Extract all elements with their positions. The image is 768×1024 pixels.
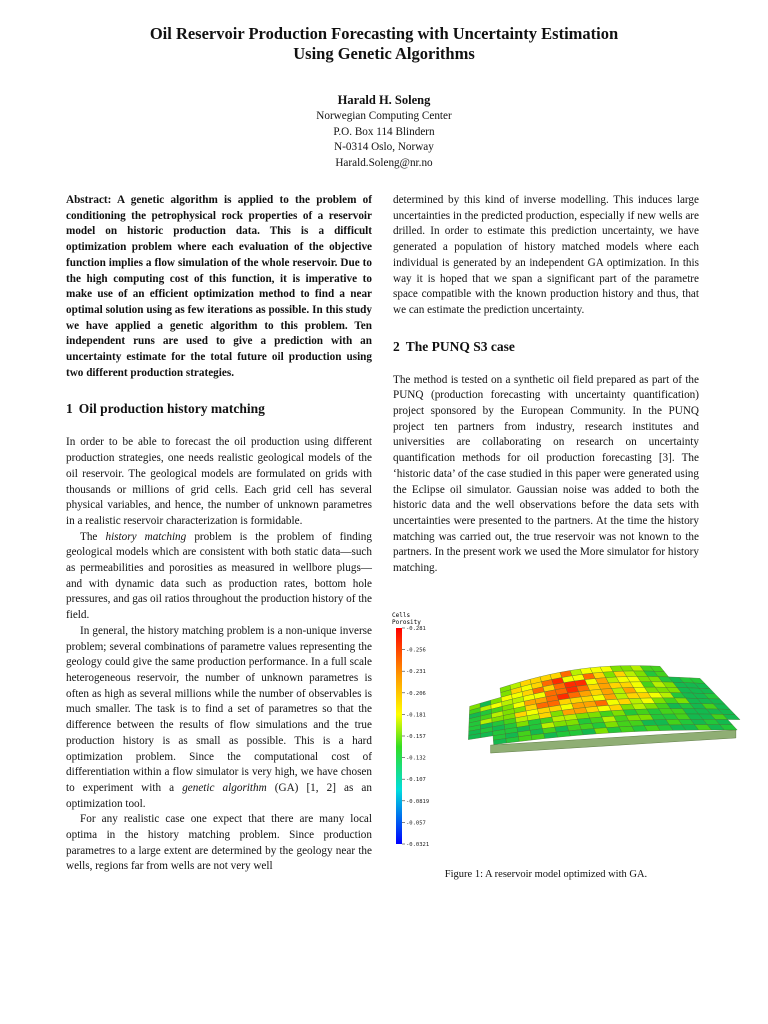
- text-run: The: [80, 530, 106, 543]
- colorbar-tick-label: -0.132: [406, 755, 426, 762]
- reservoir-grid: [468, 666, 740, 753]
- reservoir-cell: [581, 729, 596, 735]
- author-address-1: P.O. Box 114 Blindern: [333, 125, 435, 138]
- colorbar-tick-label: -0.057: [406, 820, 426, 827]
- colorbar: [396, 628, 402, 844]
- right-column-paragraph-1: determined by this kind of inverse modelling. This induces large uncertainties in the predicted production, especially if new wells are drilled. In order to estimate this prediction uncertainty, we have generated a population of history matched models where each individual is generated by an independent GA optimization. In this way it is hoped that we span a significant part of the parametre space compatible with the known production history and thus, that we can estimate the prediction uncertainty.: [393, 194, 699, 316]
- section-1-title: Oil production history matching: [78, 401, 265, 417]
- section-1-heading: [66, 401, 372, 417]
- colorbar-tick-label: -0.157: [406, 734, 426, 740]
- reservoir-cell: [594, 728, 609, 734]
- figure-1-caption: Figure 1: A reservoir model optimized with GA.: [444, 869, 648, 880]
- colorbar-tick-label: -0.0819: [406, 798, 430, 805]
- right-column: [393, 193, 699, 577]
- reservoir-cell: [569, 730, 584, 736]
- author-name: Harald H. Soleng: [337, 93, 431, 107]
- left-column: [66, 193, 372, 875]
- colorbar-ticks: [402, 626, 429, 848]
- section-2-number: 2: [393, 338, 400, 354]
- figure-1: [390, 608, 768, 858]
- title-line-2: Using Genetic Algorithms: [293, 44, 475, 63]
- text-run: problem is the problem of finding geological models which are consistent with both static data—such as permeabilities and porosities as measured in wellbore plugs—and with dynamic data such as production rates, bottom hole pressures, and gas oil ratios throughout the production history of the field.: [66, 530, 372, 622]
- section-1-paragraph-2: [66, 530, 372, 624]
- section-1-paragraph-3: [66, 624, 372, 812]
- reservoir-cell: [556, 731, 570, 737]
- colorbar-tick-label: -0.107: [406, 777, 426, 784]
- section-2-paragraph-1: The method is tested on a synthetic oil field prepared as part of the PUNQ (production forecasting with uncertainty quantification) project sponsored by the European Community. In the PUNQ project ten partners from industry, research institutes and universities are collaborating on research on uncertainty quantification methods for oil production forecasting [3]. The ‘historic data’ of the case studied in this paper were generated using the Eclipse oil simulator. Gaussian noise was added to both the historic data and the well observations before the data sets with uncertainties were presented to the partners. At the time the history matching was carried out, the true reservoir was not known to the partners. In the present work we used the More simulator for history matching.: [393, 373, 699, 575]
- colorbar-tick-label: -0.256: [406, 647, 426, 654]
- abstract: Abstract: A genetic algorithm is applied to the problem of conditioning the petrophysical rock properties of a reservoir model on historic production data. This is a difficult optimization problem where each evaluation of the objective function implies a flow simulation of the whole reservoir. Due to the high computing cost of this function, it is imperative to make use of an efficient optimization method to find a near optimal solution using as few iterations as possible. In this study we have applied a genetic algorithm to this problem. Ten independent runs are used to give a prediction with an uncertainty estimate for the total future oil production using two different production strategies.: [66, 194, 372, 379]
- colorbar-tick-label: -0.0321: [406, 842, 430, 848]
- author-affiliation: Norwegian Computing Center: [316, 110, 452, 122]
- legend-title-porosity: Porosity: [392, 619, 421, 626]
- text-run: (GA) [1, 2] as an optimization tool.: [66, 781, 372, 810]
- colorbar-tick-label: -0.231: [406, 669, 426, 676]
- title-line-1: Oil Reservoir Production Forecasting with Uncertainty Estimation: [149, 24, 619, 43]
- section-1-paragraph-4: For any realistic case one expect that there are many local optima in the history matching problem. Since production parametres to a large extent are determined by the geology near the wells, regions far from wells are not very well: [66, 813, 372, 873]
- legend-title-cells: Cells: [392, 612, 411, 619]
- section-2-heading: [393, 339, 699, 355]
- colorbar-tick-label: -0.181: [406, 712, 426, 719]
- emphasis-history-matching: history matching: [105, 530, 187, 543]
- colorbar-tick-label: -0.206: [406, 690, 426, 697]
- paper-title: [0, 24, 768, 64]
- author-address-2: N-0314 Oslo, Norway: [334, 141, 434, 153]
- colorbar-tick-label: -0.281: [406, 626, 426, 632]
- author-email: Harald.Soleng@nr.no: [335, 156, 433, 169]
- text-run: In general, the history matching problem is a non-unique inverse problem; several combinations of parametre values representing the geology could give the same production performance. In a full scale heterogeneous reservoir, the number of unknown parametres is often as high as several millions while the number of observables is much smaller. The task is to find a set of parametres so that the difference between the results of flow simulations and the true production history is as small as possible. This is a hard optimization problem. Since the computational cost of differentiation within a flow simulator is very high, we have chosen to experiment with a: [66, 624, 372, 794]
- section-2-title: The PUNQ S3 case: [405, 338, 515, 354]
- author-block: [0, 92, 768, 171]
- emphasis-genetic-algorithm: genetic algorithm: [182, 781, 267, 794]
- section-1-paragraph-1: In order to be able to forecast the oil production using different production strategies, one needs realistic geological models of the oil reservoir. The geological models are formulated on grids with thousands or millions of grid cells. Each grid cell has several physical variables, and hence, the number of unknown parametres in a realistic reservoir characterization is formidable.: [66, 436, 372, 527]
- section-1-number: 1: [66, 401, 73, 417]
- reservoir-figure: [390, 608, 768, 858]
